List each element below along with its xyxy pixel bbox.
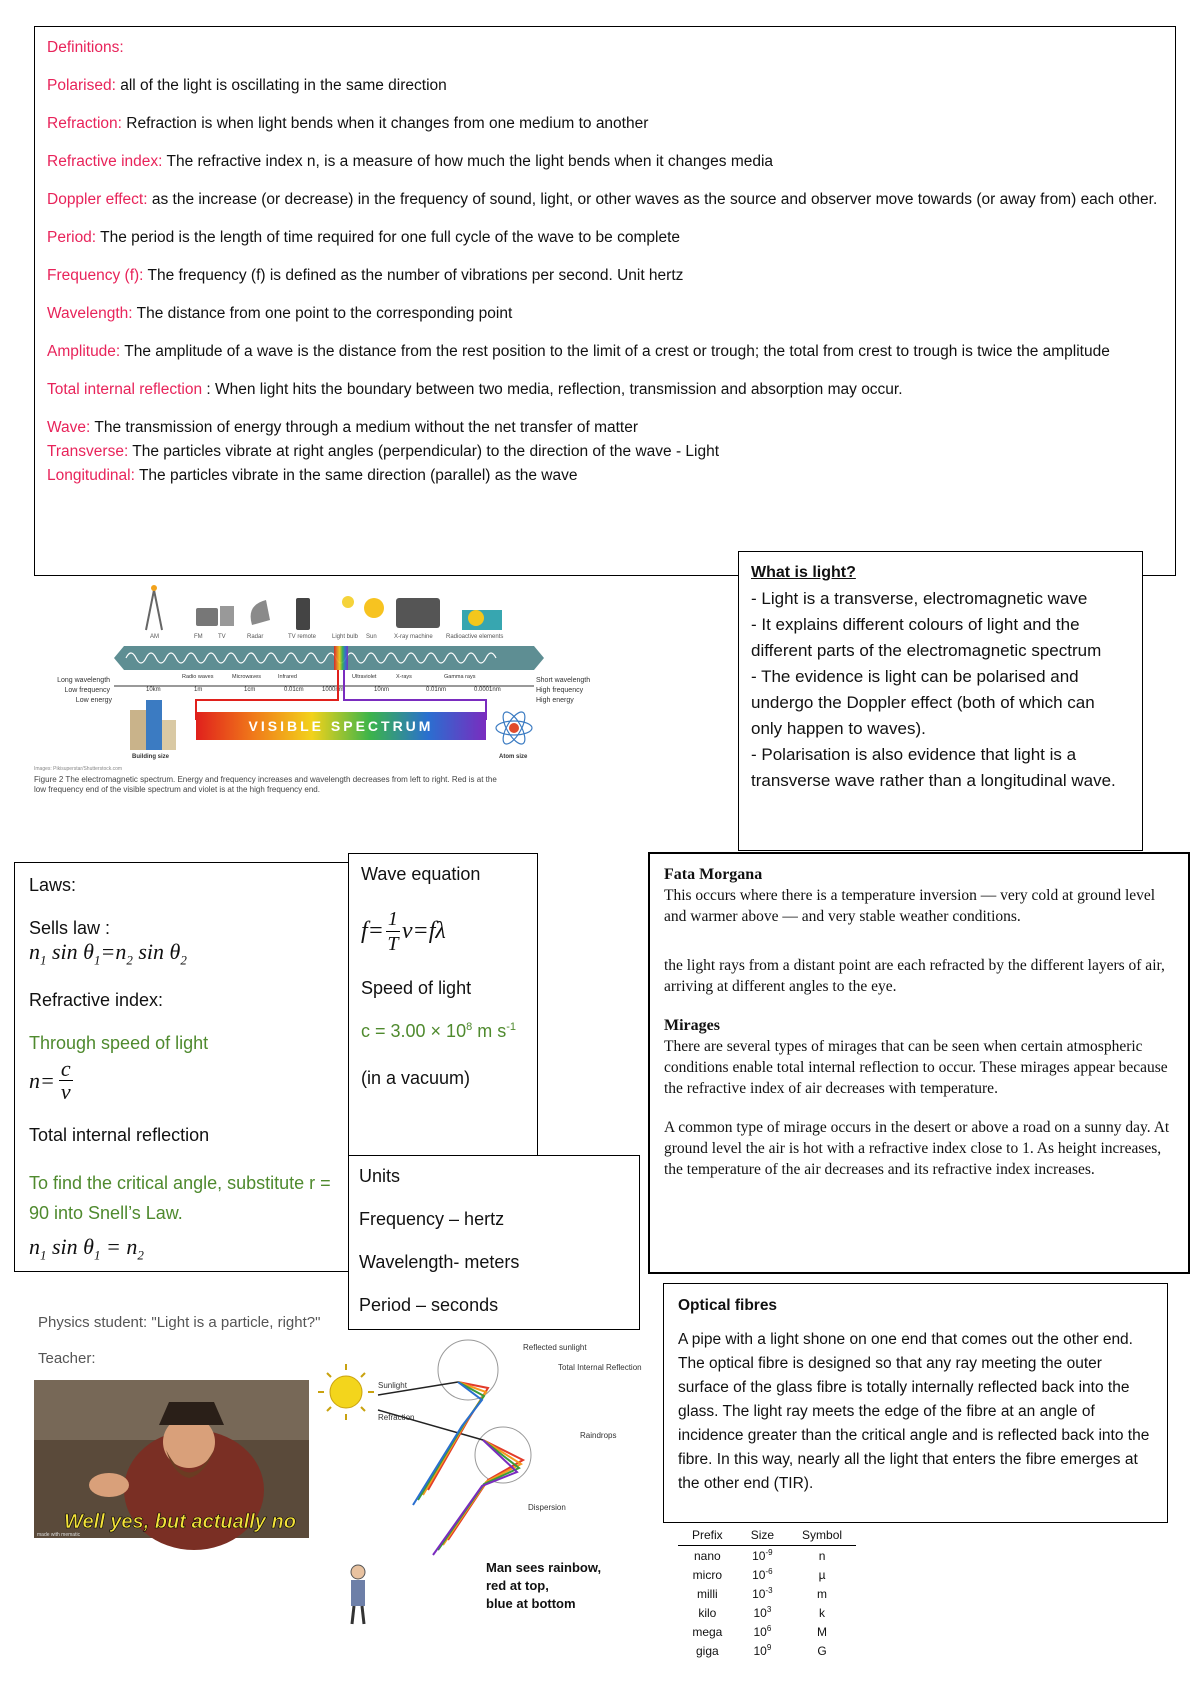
svg-text:Radio waves Microwaves [182, 674, 476, 680]
definition-text: The transmission of energy through a medium without the net transfer of matter [90, 419, 639, 436]
scale-tick: 1m [194, 687, 203, 693]
definition-text: The period is the length of time required for one full cycle of the wave to be complete [96, 229, 681, 246]
speed-of-light-value [361, 1021, 525, 1042]
right-label: High frequency [536, 687, 584, 694]
definition-item [47, 303, 1163, 325]
c-value: c = 3.00 × 10 [361, 1021, 467, 1041]
sun-icon [318, 1364, 374, 1420]
c-unit-exponent: -1 [506, 1021, 516, 1033]
figure-caption-wrap [34, 775, 504, 815]
tv-icon [196, 608, 218, 626]
mirage-paragraph: There are several types of mirages that can be seen when certain atmospheric conditions enable total internal reflection to occur. These mirages appear because the refractive index of air decreases with temperature. [664, 1038, 1168, 1097]
definition-text: Refraction is when light bends when it changes from one medium to another [121, 115, 649, 132]
snells-law-label: Sells law : [29, 918, 111, 938]
sun-icon [364, 598, 384, 618]
rainbow-diagram [318, 1340, 648, 1630]
unit-item: Frequency – hertz [359, 1209, 505, 1229]
label-refraction: Refraction [378, 1413, 415, 1422]
label-dispersion: Dispersion [528, 1503, 566, 1512]
building-icon [130, 700, 176, 750]
man-figure [351, 1565, 365, 1624]
size-cell: $10^6$ [753, 1624, 772, 1639]
what-is-light-heading: What is light? [751, 564, 856, 581]
right-label: Short wavelength [536, 677, 591, 684]
radar-dish-icon [251, 600, 270, 625]
term: Frequency (f): [47, 267, 144, 284]
scale-tick: 0.01cm [284, 687, 304, 693]
column-header: Size [737, 1525, 788, 1546]
label-light-bulb: Light bulb [332, 634, 359, 640]
label-sun: Sun [366, 634, 377, 640]
svg-text:10km 1m 1cm 0.01cm [146, 687, 501, 693]
term: Wave: [47, 419, 91, 436]
optical-fibres-box [663, 1283, 1168, 1523]
critical-angle-text: To find the critical angle, substitute r = 90 into Snell’s Law. [29, 1173, 331, 1224]
left-label: Long wavelength [57, 677, 111, 684]
definition-item [47, 265, 1163, 287]
band-ultraviolet: Ultraviolet [352, 674, 377, 680]
snells-law-equation: $n_1$ $\sin \theta_1=n_2$ $\sin \theta_2$ [29, 939, 187, 968]
fata-morgana-box [648, 852, 1190, 1274]
label-tv: TV [218, 634, 226, 640]
prefix-cell: milli [697, 1586, 718, 1601]
what-is-light-box [738, 551, 1143, 851]
definition-item [47, 113, 1163, 135]
definition-text: The refractive index n, is a measure of how much the light bends when it changes media [162, 153, 774, 170]
definition-text: The amplitude of a wave is the distance from the rest position to the limit of a crest or trough; the total from crest to trough is twice the amplitude [120, 343, 1110, 360]
term: Refractive index: [47, 153, 163, 170]
radiation-symbol-icon [468, 610, 484, 626]
meme-overlay-text: Well yes, but actually no [64, 1511, 296, 1533]
label-fm: FM [194, 634, 203, 640]
remote-icon [296, 598, 310, 630]
radio-icon [220, 606, 234, 626]
pirate-hat [159, 1402, 224, 1425]
band-radio: Radio waves [182, 674, 214, 680]
units-title: Units [359, 1166, 401, 1186]
raindrop [438, 1340, 498, 1400]
symbol-cell: m [817, 1586, 828, 1601]
term: Transverse: [47, 443, 129, 460]
term: Polarised: [47, 77, 116, 94]
meme-caption [38, 1305, 320, 1377]
label-raindrops: Raindrops [580, 1431, 617, 1440]
svg-text:Long wavelength Low freque [57, 677, 112, 704]
label-radar: Radar [247, 634, 264, 640]
definition-item [47, 379, 1163, 401]
vacuum-note: (in a vacuum) [361, 1068, 471, 1088]
scale-tick: 1cm [244, 687, 256, 693]
wave-equation: f= $\frac{1}{T}$ v=fλ [361, 908, 446, 955]
size-cell: $10^3$ [753, 1605, 772, 1620]
definition-item [47, 465, 1163, 487]
c-exponent: 8 [466, 1021, 473, 1033]
atom-icon [496, 709, 532, 747]
table-row [678, 1641, 856, 1660]
term: Total internal reflection [47, 381, 203, 398]
unit-item: Wavelength- meters [359, 1252, 520, 1272]
spectrum-band [114, 646, 544, 670]
symbol-cell: n [818, 1548, 826, 1563]
definition-item [47, 75, 1163, 97]
prefix-cell: micro [692, 1567, 723, 1582]
atom-size-label: Atom size [499, 754, 528, 760]
size-cell: $10^9$ [753, 1643, 772, 1658]
c-unit: m s [472, 1021, 507, 1041]
term: Wavelength: [47, 305, 133, 322]
laws-title: Laws: [29, 875, 77, 895]
left-label: Low frequency [64, 687, 111, 694]
scale-tick: 10nm [374, 687, 390, 693]
refractive-index-label: Refractive index: [29, 990, 164, 1011]
size-cell: $10^{-6}$ [752, 1567, 773, 1582]
label-tv-remote: TV remote [288, 634, 317, 640]
definition-item [47, 227, 1163, 249]
xray-machine-icon [396, 598, 440, 628]
visible-slice [334, 646, 348, 670]
definition-item [47, 151, 1163, 173]
term: Longitudinal: [47, 467, 135, 484]
prefix-cell: giga [696, 1643, 719, 1658]
speed-of-light-title: Speed of light [361, 978, 472, 998]
svg-text:Short wavelength High freq [536, 677, 592, 704]
light-line: - It explains different colours of light and the different parts of the electromagnetic spectrum [751, 615, 1102, 660]
left-label: Low energy [75, 697, 112, 704]
image-credit: Images: Pikisuperstar/Shutterstock.com [34, 766, 123, 772]
definition-text: : When light hits the boundary between two media, reflection, transmission and absorption may occur. [202, 381, 903, 398]
units-box [348, 1155, 640, 1330]
term: Amplitude: [47, 343, 121, 360]
definition-text: The particles vibrate at right angles (perpendicular) to the direction of the wave - Light [128, 443, 720, 460]
refractive-index-equation: n= $\frac{c}{v}$ [29, 1056, 71, 1105]
light-line: - Polarisation is also evidence that light is a transverse wave rather than a longitudinal wave. [751, 745, 1116, 790]
unit-item: Period – seconds [359, 1295, 499, 1315]
wave-equation-box [348, 853, 538, 1158]
prefix-table [678, 1525, 856, 1660]
symbol-cell: M [817, 1624, 828, 1639]
scale-tick: 0.01nm [426, 687, 447, 693]
column-header: Prefix [678, 1525, 737, 1546]
svg-text:Man sees rainbow, red at t [486, 1560, 605, 1611]
figure-caption: Figure 2 The electromagnetic spectrum. Energy and frequency increases and wavelength decreases from left to right. Red is at the low frequency end of the visible spectrum and violet is at the high frequency end. [34, 775, 497, 794]
mirages-heading: Mirages [664, 1017, 720, 1034]
definition-text: as the increase (or decrease) in the frequency of sound, light, or other waves as the source and observer move towards (or away from) each other. [147, 191, 1158, 208]
symbol-cell: k [819, 1605, 826, 1620]
column-header: Symbol [788, 1525, 856, 1546]
definition-text: all of the light is oscillating in the same direction [115, 77, 447, 94]
definition-text: The particles vibrate in the same direction (parallel) as the wave [134, 467, 578, 484]
label-reflected-sunlight: Reflected sunlight [523, 1343, 587, 1352]
prefix-cell: kilo [698, 1605, 717, 1620]
right-label: High energy [536, 697, 574, 704]
size-cell: $10^{-3}$ [752, 1586, 773, 1601]
optical-fibres-text: A pipe with a light shone on one end that comes out the other end. The optical fibre is designed so that any ray meeting the outer surface of the glass fibre is totally internally reflected back into the glass. The light ray meets the edge of the fibre at an angle of incidence greater than the critical angle and is reflected back into the fibre. In this way, nearly all the light that enters the fibre emerges at the other end (TIR). [678, 1331, 1150, 1492]
term: Doppler effect: [47, 191, 148, 208]
pirate-hand [89, 1473, 129, 1497]
optical-fibres-heading: Optical fibres [678, 1297, 778, 1314]
definition-item [47, 441, 1163, 463]
meme-image [34, 1380, 309, 1538]
meme-line: Physics student: "Light is a particle, right?" [38, 1314, 321, 1331]
mirage-paragraph: A common type of mirage occurs in the desert or above a road on a sunny day. At ground level the air is hot with a refractive index close to 1. As height increases, the temperature of the air decreases and its refractive index increases. [664, 1119, 1170, 1178]
definition-item [47, 189, 1163, 211]
tir-label: Total internal reflection [29, 1125, 210, 1146]
table-row [678, 1546, 856, 1566]
band-microwaves: Microwaves [232, 674, 262, 680]
label-xray: X-ray machine [394, 634, 433, 640]
definitions-title: Definitions: [47, 39, 124, 56]
wave-equation-title: Wave equation [361, 864, 481, 884]
fata-morgana-heading: Fata Morgana [664, 866, 763, 883]
band-xrays: X-rays [396, 674, 412, 680]
table-row [678, 1622, 856, 1641]
svg-text:AM FM TV Radar [150, 634, 503, 640]
rainbow-caption: Man sees rainbow, [486, 1560, 602, 1575]
meme-watermark: made with mematic [37, 1532, 81, 1538]
symbol-cell: G [817, 1643, 827, 1658]
fata-paragraph: the light rays from a distant point are each refracted by the different layers of air, arriving at different angles to the eye. [664, 957, 1165, 995]
radio-tower-icon [146, 585, 162, 630]
definition-text: The distance from one point to the corresponding point [132, 305, 513, 322]
svg-text:Reflected sunlight Total I [378, 1343, 644, 1512]
definition-item [47, 417, 1163, 439]
critical-angle-equation: $n_1$ $\sin \theta_1 = n_2$ [29, 1234, 144, 1263]
band-infrared: Infrared [278, 674, 297, 680]
prefix-cell: mega [692, 1624, 723, 1639]
term: Period: [47, 229, 97, 246]
prefix-cell: nano [693, 1548, 721, 1563]
dispersed-rays [413, 1382, 523, 1555]
light-line: - Light is a transverse, electromagnetic wave [751, 589, 1088, 608]
scale-tick: 1000nm [322, 687, 344, 693]
size-cell: $10^{-9}$ [752, 1548, 773, 1563]
laws-box [14, 862, 354, 1272]
visible-spectrum-label: VISIBLE SPECTRUM [248, 718, 434, 734]
meme-line: Teacher: [38, 1350, 96, 1367]
label-sunlight: Sunlight [378, 1381, 407, 1390]
table-row [678, 1565, 856, 1584]
definitions-box [34, 26, 1176, 576]
table-header-row [678, 1525, 856, 1546]
building-size-label: Building size [132, 754, 170, 760]
table-row [678, 1603, 856, 1622]
term: Refraction: [47, 115, 122, 132]
scale-tick: 0.0001nm [474, 687, 501, 693]
fata-paragraph: This occurs where there is a temperature inversion — very cold at ground level and warmer above — and very stable weather conditions. [664, 887, 1156, 925]
symbol-cell: µ [818, 1567, 826, 1582]
light-bulb-icon [342, 596, 354, 608]
definition-item [47, 341, 1163, 363]
table-row [678, 1584, 856, 1603]
speed-of-light-label: Through speed of light [29, 1033, 209, 1054]
rainbow-caption: red at top, [486, 1578, 549, 1593]
light-line: - The evidence is light can be polarised and undergo the Doppler effect (both of which can only happen to waves). [751, 667, 1095, 738]
label-radioactive: Radioactive elements [446, 634, 504, 640]
band-gamma: Gamma rays [444, 674, 476, 680]
rainbow-caption: blue at bottom [486, 1596, 576, 1611]
electromagnetic-spectrum-figure [34, 580, 591, 825]
scale-tick: 10km [146, 687, 161, 693]
label-tir: Total Internal Reflection [558, 1363, 642, 1372]
label-am: AM [150, 634, 159, 640]
definition-text: The frequency (f) is defined as the number of vibrations per second. Unit hertz [143, 267, 684, 284]
